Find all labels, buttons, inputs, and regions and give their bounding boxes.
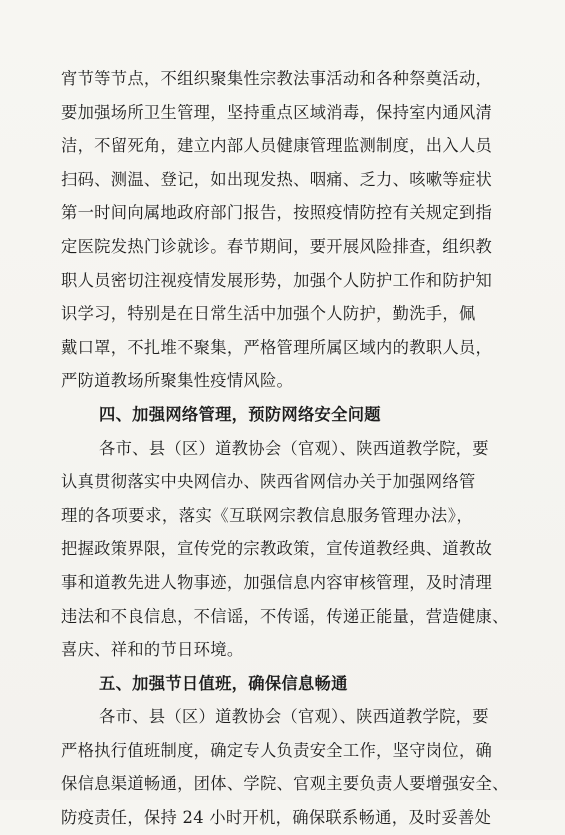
text-line: 违法和不良信息，不信谣，不传谣，传递正能量，营造健康、 xyxy=(61,606,509,626)
text-line: 各市、县（区）道教协会（官观）、陕西道教学院，要 xyxy=(99,707,489,727)
text-line: 理的各项要求，落实《互联网宗教信息服务管理办法》， xyxy=(61,505,473,525)
section-5-paragraph xyxy=(61,700,509,834)
text-line: 严防道教场所聚集性疫情风险。 xyxy=(61,371,294,391)
text-line: 宵节等节点，不组织聚集性宗教法事活动和各种祭奠活动， xyxy=(61,69,493,88)
text-line: 事和道教先进人物事迹，加强信息内容审核管理，及时清理 xyxy=(61,572,493,592)
section-4-paragraph xyxy=(61,432,509,667)
text-line: 保信息渠道畅通，团体、学院、官观主要负责人要增强安全、 xyxy=(61,774,509,794)
text-line: 扫码、测温、登记，如出现发热、咽痛、乏力、咳嗽等症状 xyxy=(61,169,493,189)
text-line: 定医院发热门诊就诊。春节期间，要开展风险排查，组织教 xyxy=(61,236,493,256)
text-line: 洁，不留死角，建立内部人员健康管理监测制度，出入人员 xyxy=(61,136,493,156)
text-line: 严格执行值班制度，确定专人负责安全工作，坚守岗位，确 xyxy=(61,740,493,760)
text-line: 喜庆、祥和的节日环境。 xyxy=(61,640,244,660)
text-line: 防疫责任，保持 24 小时开机，确保联系畅通，及时妥善处 xyxy=(61,808,492,828)
text-line: 把握政策界限，宣传党的宗教政策，宣传道教经典、道教故 xyxy=(61,539,493,559)
text-line: 戴口罩，不扎堆不聚集，严格管理所属区域内的教职人员， xyxy=(61,337,493,357)
text-line: 识学习，特别是在日常生活中加强个人防护，勤洗手，佩 xyxy=(61,304,476,324)
text-line: 要加强场所卫生管理，坚持重点区域消毒，保持室内通风清 xyxy=(61,102,493,122)
text-line: 职人员密切注视疫情发展形势，加强个人防护工作和防护知 xyxy=(61,270,493,290)
section-5-heading: 五、加强节日值班，确保信息畅通 xyxy=(99,673,348,693)
section-3-continuation xyxy=(61,62,493,398)
text-line: 各市、县（区）道教协会（官观）、陕西道教学院，要 xyxy=(99,438,489,458)
text-line: 第一时间向属地政府部门报告，按照疫情防控有关规定到指 xyxy=(61,203,493,223)
section-4-heading: 四、加强网络管理，预防网络安全问题 xyxy=(99,404,381,424)
document-body xyxy=(61,62,509,835)
text-line: 认真贯彻落实中央网信办、陕西省网信办关于加强网络管 xyxy=(61,472,476,492)
